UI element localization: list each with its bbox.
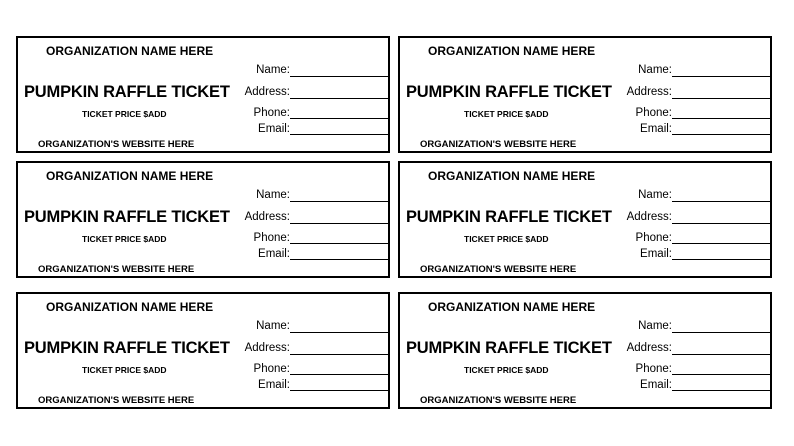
phone-label: Phone: [635,107,672,119]
organization-name: ORGANIZATION NAME HERE [428,300,596,314]
address-label: Address: [626,211,672,223]
ticket-title: PUMPKIN RAFFLE TICKET [24,83,230,101]
ticket-price: TICKET PRICE $ADD [82,365,167,375]
organization-name: ORGANIZATION NAME HERE [428,44,596,58]
ticket-price: TICKET PRICE $ADD [464,365,549,375]
name-line[interactable] [672,201,772,202]
organization-website: ORGANIZATION'S WEBSITE HERE [38,139,195,150]
email-label: Email: [640,123,672,135]
name-label: Name: [638,189,672,201]
address-label: Address: [244,342,290,354]
organization-name: ORGANIZATION NAME HERE [46,44,214,58]
organization-website: ORGANIZATION'S WEBSITE HERE [38,264,195,275]
address-line[interactable] [290,223,390,224]
address-label: Address: [244,86,290,98]
raffle-ticket [398,292,772,409]
raffle-ticket [16,36,390,153]
ticket-title: PUMPKIN RAFFLE TICKET [406,339,612,357]
address-line[interactable] [672,98,772,99]
phone-label: Phone: [635,363,672,375]
phone-label: Phone: [635,232,672,244]
name-line[interactable] [290,201,390,202]
address-line[interactable] [672,354,772,355]
name-label: Name: [638,64,672,76]
email-label: Email: [640,248,672,260]
organization-name: ORGANIZATION NAME HERE [46,300,214,314]
phone-line[interactable] [290,374,390,375]
name-line[interactable] [290,76,390,77]
raffle-ticket [16,292,390,409]
email-line[interactable] [672,134,772,135]
address-label: Address: [244,211,290,223]
address-line[interactable] [672,223,772,224]
name-line[interactable] [672,76,772,77]
name-label: Name: [638,320,672,332]
address-line[interactable] [290,98,390,99]
organization-website: ORGANIZATION'S WEBSITE HERE [420,395,577,406]
phone-line[interactable] [672,374,772,375]
ticket-price: TICKET PRICE $ADD [82,234,167,244]
email-line[interactable] [672,259,772,260]
raffle-ticket [16,161,390,278]
email-label: Email: [258,123,290,135]
ticket-title: PUMPKIN RAFFLE TICKET [406,208,612,226]
organization-website: ORGANIZATION'S WEBSITE HERE [38,395,195,406]
address-label: Address: [626,342,672,354]
email-line[interactable] [672,390,772,391]
organization-name: ORGANIZATION NAME HERE [46,169,214,183]
address-label: Address: [626,86,672,98]
address-line[interactable] [290,354,390,355]
ticket-price: TICKET PRICE $ADD [464,234,549,244]
email-line[interactable] [290,390,390,391]
name-label: Name: [256,189,290,201]
name-line[interactable] [672,332,772,333]
name-label: Name: [256,64,290,76]
email-line[interactable] [290,259,390,260]
phone-label: Phone: [253,363,290,375]
phone-label: Phone: [253,107,290,119]
raffle-ticket [398,36,772,153]
phone-line[interactable] [290,118,390,119]
ticket-title: PUMPKIN RAFFLE TICKET [24,339,230,357]
email-label: Email: [258,379,290,391]
phone-label: Phone: [253,232,290,244]
email-label: Email: [258,248,290,260]
organization-website: ORGANIZATION'S WEBSITE HERE [420,264,577,275]
raffle-ticket [398,161,772,278]
email-line[interactable] [290,134,390,135]
ticket-price: TICKET PRICE $ADD [464,109,549,119]
phone-line[interactable] [672,243,772,244]
email-label: Email: [640,379,672,391]
name-label: Name: [256,320,290,332]
phone-line[interactable] [672,118,772,119]
organization-name: ORGANIZATION NAME HERE [428,169,596,183]
ticket-title: PUMPKIN RAFFLE TICKET [24,208,230,226]
name-line[interactable] [290,332,390,333]
ticket-title: PUMPKIN RAFFLE TICKET [406,83,612,101]
ticket-price: TICKET PRICE $ADD [82,109,167,119]
phone-line[interactable] [290,243,390,244]
organization-website: ORGANIZATION'S WEBSITE HERE [420,139,577,150]
